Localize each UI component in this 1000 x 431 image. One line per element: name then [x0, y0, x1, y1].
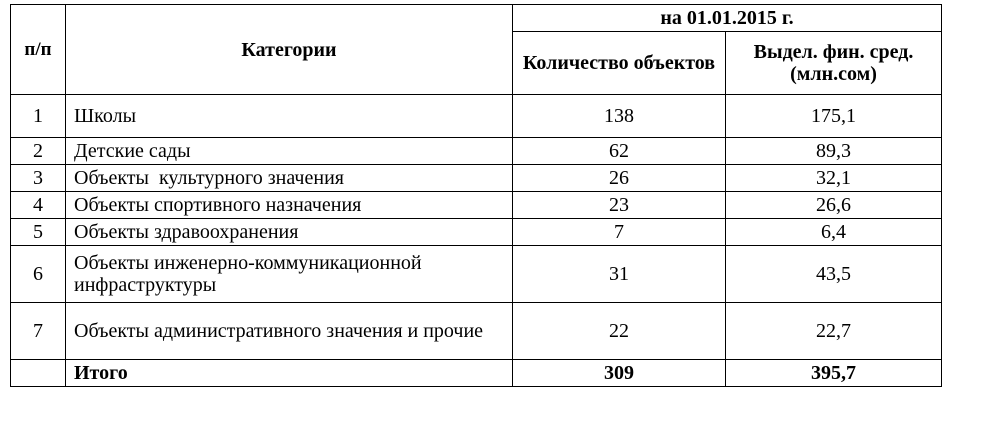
- row-count: 62: [513, 138, 726, 165]
- table-row: [11, 303, 942, 360]
- total-funds: 395,7: [726, 360, 942, 387]
- header-category: Категории: [66, 5, 513, 95]
- row-category: Объекты административного значения и прочие: [66, 303, 513, 360]
- total-row: [11, 360, 942, 387]
- row-num: 4: [11, 192, 66, 219]
- row-funds: 26,6: [726, 192, 942, 219]
- row-num: 6: [11, 246, 66, 303]
- table-row: [11, 219, 942, 246]
- row-num: 1: [11, 95, 66, 138]
- table-row: [11, 138, 942, 165]
- row-funds: 22,7: [726, 303, 942, 360]
- table-row: [11, 95, 942, 138]
- row-funds: 89,3: [726, 138, 942, 165]
- row-funds: 43,5: [726, 246, 942, 303]
- row-num: 3: [11, 165, 66, 192]
- row-category: Школы: [66, 95, 513, 138]
- header-row-date: [11, 5, 942, 32]
- row-funds: 175,1: [726, 95, 942, 138]
- row-num: 7: [11, 303, 66, 360]
- row-category: Объекты культурного значения: [66, 165, 513, 192]
- row-count: 26: [513, 165, 726, 192]
- total-label: Итого: [66, 360, 513, 387]
- row-funds: 6,4: [726, 219, 942, 246]
- row-category: Объекты спортивного назначения: [66, 192, 513, 219]
- row-num: 2: [11, 138, 66, 165]
- table-row: [11, 246, 942, 303]
- row-count: 138: [513, 95, 726, 138]
- header-date: на 01.01.2015 г.: [513, 5, 942, 32]
- table-row: [11, 192, 942, 219]
- total-num: [11, 360, 66, 387]
- row-category: Объекты инженерно-коммуникационной инфраструктуры: [66, 246, 513, 303]
- row-category: Объекты здравоохранения: [66, 219, 513, 246]
- data-table: [10, 4, 942, 387]
- row-funds: 32,1: [726, 165, 942, 192]
- row-count: 7: [513, 219, 726, 246]
- row-count: 22: [513, 303, 726, 360]
- header-count: Количество объектов: [513, 32, 726, 95]
- header-funds: Выдел. фин. сред. (млн.сом): [726, 32, 942, 95]
- total-count: 309: [513, 360, 726, 387]
- row-num: 5: [11, 219, 66, 246]
- row-count: 23: [513, 192, 726, 219]
- header-num: п/п: [11, 5, 66, 95]
- table-row: [11, 165, 942, 192]
- row-category: Детские сады: [66, 138, 513, 165]
- row-count: 31: [513, 246, 726, 303]
